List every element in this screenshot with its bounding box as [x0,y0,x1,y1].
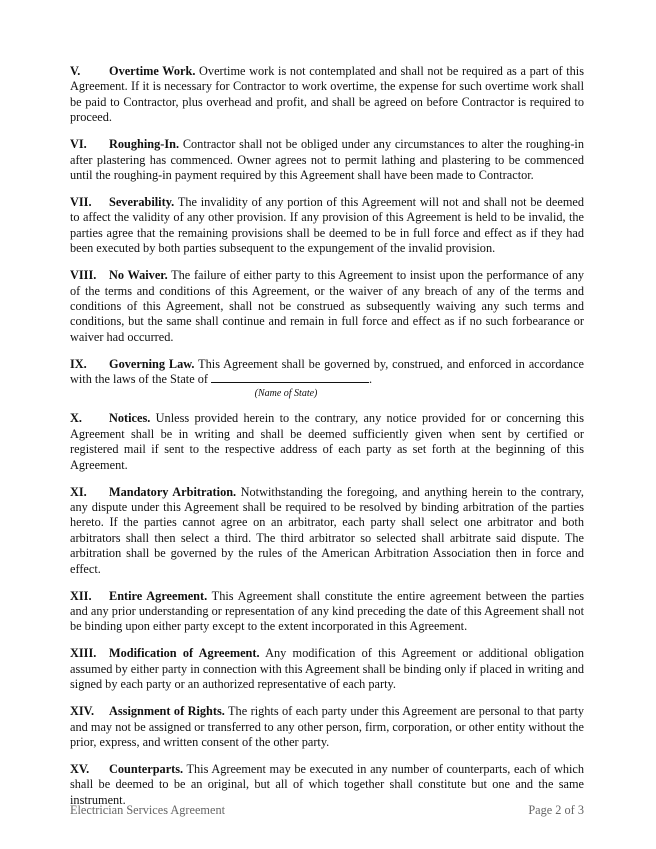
section-number: V. [70,64,81,78]
section-mandatory-arbitration [70,485,584,577]
section-number: XII. [70,588,92,603]
section-title: Entire Agreement. [109,588,208,603]
section-text: The invalidity of any portion of this Agreement will not and shall not be deemed to affect the validity of any other provision. If any provision of this Agreement is held to be invalid, the parties agree that the remaining provisions shall be deemed to be in full force and effect as if they had been executed by both parties subsequent to the expungement of the invalid provision. [70,195,584,256]
section-number: VII. [70,195,92,210]
section-title: Severability. [109,195,175,210]
section-counterparts [70,762,584,808]
section-number: X. [70,411,82,426]
section-modification [70,646,584,692]
section-text: This Agreement shall be governed by, construed, and enforced in accordance with the laws of the State of [70,356,584,387]
section-text: Contractor shall not be obliged under any circumstances to alter the roughing-in after plastering has commenced. Owner agrees not to permit lathing and plastering to be commenced until the roughing-in payment required by this Agreement shall have been made to Contractor. [70,137,584,183]
section-title: No Waiver. [109,268,168,283]
section-text: This Agreement shall constitute the entire agreement between the parties and any prior understanding or representation of any kind preceding the date of this Agreement shall not be binding upon either party except to the extent incorporated in this Agreement. [70,588,584,634]
section-text: The failure of either party to this Agreement to insist upon the performance of any of the terms and conditions of this Agreement, or the waiver of any breach of any of the terms and conditions of this Agreement, shall not be construed as subsequently waiving any such terms and conditions, but the same shall continue and remain in full force and effect as if no such forbearance or waiver had occurred. [70,268,584,344]
page-number: Page 2 of 3 [528,803,584,817]
document-body [70,64,584,820]
section-text: Any modification of this Agreement or additional obligation assumed by either party in connection with this Agreement shall be binding only if placed in writing and signed by each party or an authorized representative of each party. [70,646,585,692]
section-governing-law [70,357,584,400]
section-assignment-of-rights [70,704,584,750]
section-title: Assignment of Rights. [109,704,225,719]
section-roughing-in [70,137,584,183]
section-severability [70,195,584,257]
section-title: Counterparts. [109,761,184,776]
blank-caption: (Name of State) [254,387,318,399]
section-title: Modification of Agreement. [109,646,260,661]
section-number: IX. [70,356,87,371]
section-entire-agreement [70,589,584,635]
page-footer [70,803,584,818]
section-number: XV. [70,761,90,776]
section-number: XI. [70,484,87,499]
state-name-blank[interactable] [211,372,369,383]
section-title: Governing Law. [109,356,195,371]
section-text: The rights of each party under this Agreement are personal to that party and may not be assigned or transferred to any other person, firm, corporation, or other entity without the prior, express, and written consent of the other party. [70,704,585,749]
footer-document-title: Electrician Services Agreement [70,803,226,817]
section-title: Roughing-In. [109,137,180,152]
section-text: Overtime work is not contemplated and shall not be required as a part of this Agreement. If it is necessary for Contractor to work overtime, the expense for such overtime work shall be paid to Contractor, plus overhead and profit, and shall be agreed on before Contractor is required to proceed. [70,64,584,125]
section-number: XIII. [70,646,97,661]
section-no-waiver [70,268,584,345]
section-title: Notices. [109,411,151,426]
section-number: VIII. [70,268,97,283]
section-number: XIV. [70,704,95,719]
section-text: This Agreement may be executed in any number of counterparts, each of which shall be deemed to be an original, but all of which together shall constitute but one and the same instrument. [70,761,584,807]
section-text: Notwithstanding the foregoing, and anything herein to the contrary, any dispute under this Agreement shall be required to be resolved by binding arbitration of the parties hereto. If the parties cannot agree on an arbitrator, each party shall select one arbitrator and both arbitrators shall then select a third. The third arbitrator so selected shall arbitrate said dispute. The arbitration shall be governed by the rules of the American Arbitration Association then in force and effect. [70,484,584,576]
section-title: Overtime Work. [109,64,196,78]
section-overtime-work [70,64,584,126]
section-title: Mandatory Arbitration. [109,484,237,499]
period: . [369,372,373,387]
section-notices [70,411,584,473]
section-number: VI. [70,137,87,152]
section-text: Unless provided herein to the contrary, any notice provided for or concerning this Agreement shall be in writing and shall be deemed sufficiently given when sent by certified or registered mail if sent to the respective address of each party as set forth at the beginning of this Agreement. [70,411,584,472]
